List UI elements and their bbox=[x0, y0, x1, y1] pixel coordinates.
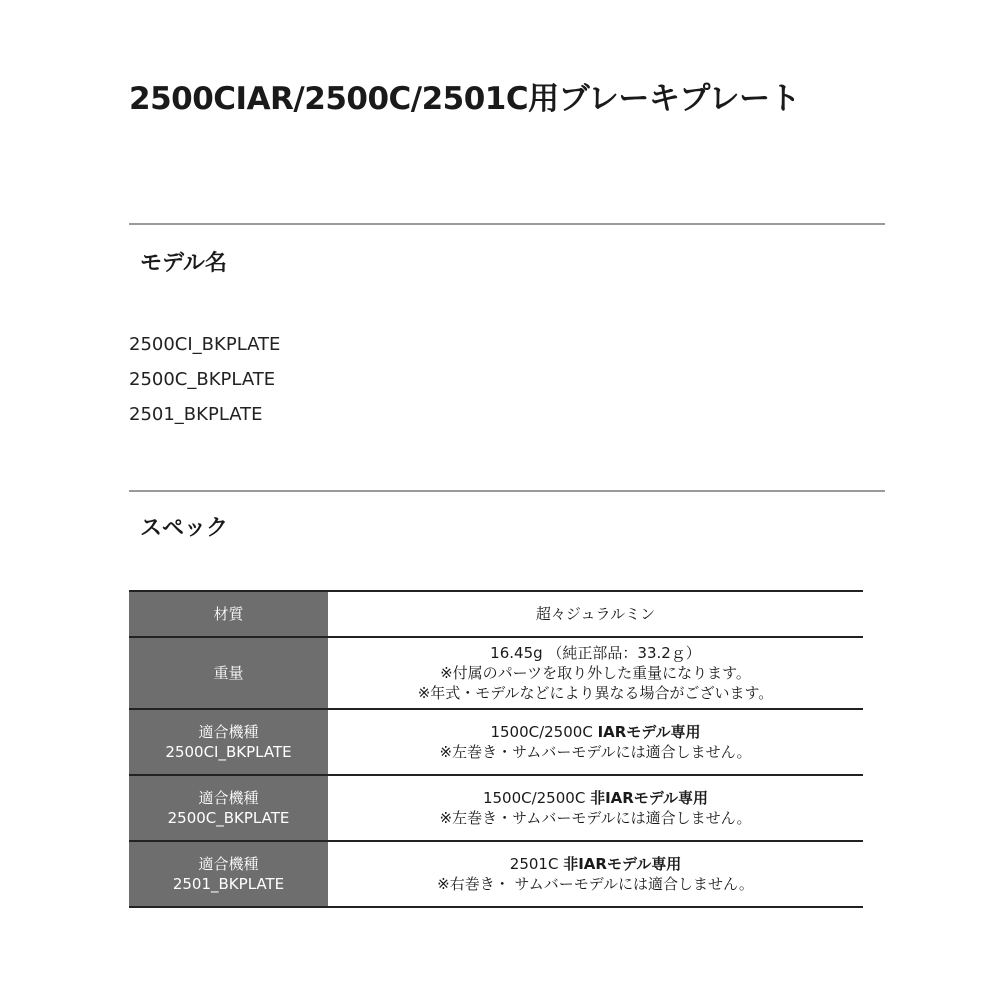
model-name-item: 2500C_BKPLATE bbox=[129, 369, 276, 390]
spec-row-weight bbox=[129, 637, 863, 709]
spec-value bbox=[328, 591, 863, 637]
spec-row-material bbox=[129, 591, 863, 637]
spec-label-line: 適合機種 bbox=[198, 789, 259, 807]
spec-value-text: 1500C/2500C bbox=[482, 789, 591, 807]
spec-value-line bbox=[332, 722, 859, 742]
spec-label-line: 適合機種 bbox=[198, 855, 259, 873]
spec-label-line: 重量 bbox=[213, 664, 244, 682]
spec-value-line bbox=[332, 874, 859, 894]
spec-value-text: ※付属のパーツを取り外した重量になります。 bbox=[440, 664, 751, 682]
spec-value-text: ※年式・モデルなどにより異なる場合がございます。 bbox=[417, 684, 774, 702]
spec-value-line bbox=[332, 663, 859, 683]
spec-label bbox=[129, 709, 328, 775]
model-list bbox=[129, 327, 280, 432]
spec-value bbox=[328, 775, 863, 841]
spec-value-text: ※右巻き・ サムバーモデルには適合しません。 bbox=[437, 875, 754, 893]
spec-label-line: 2500CI_BKPLATE bbox=[165, 743, 292, 761]
spec-value-text: 16.45g （純正部品：33.2ｇ） bbox=[490, 644, 701, 662]
spec-value bbox=[328, 637, 863, 709]
model-section-heading: モデル名 bbox=[140, 251, 227, 276]
spec-label bbox=[129, 591, 328, 637]
spec-label bbox=[129, 775, 328, 841]
spec-value-emphasis: IARモデル専用 bbox=[597, 723, 701, 741]
spec-value-text: 超々ジュラルミン bbox=[535, 605, 656, 623]
spec-label-line: 適合機種 bbox=[198, 723, 259, 741]
spec-value-text: 2501C bbox=[509, 855, 564, 873]
spec-value-emphasis: 非IARモデル専用 bbox=[563, 855, 682, 873]
spec-value-line bbox=[332, 788, 859, 808]
spec-value-line bbox=[332, 742, 859, 762]
spec-value bbox=[328, 841, 863, 907]
spec-label-line: 材質 bbox=[213, 605, 244, 623]
spec-row-compat-2500ci bbox=[129, 709, 863, 775]
spec-value-line bbox=[332, 643, 859, 663]
section-divider bbox=[129, 490, 885, 492]
spec-row-compat-2501 bbox=[129, 841, 863, 907]
model-name-item: 2500CI_BKPLATE bbox=[129, 334, 281, 355]
spec-value-emphasis: 非IARモデル専用 bbox=[590, 789, 709, 807]
page-title: 2500CIAR/2500C/2501C用ブレーキプレート bbox=[129, 81, 801, 117]
spec-value-text: 1500C/2500C bbox=[490, 723, 598, 741]
spec-table bbox=[129, 590, 863, 908]
spec-value-text: ※左巻き・サムバーモデルには適合しません。 bbox=[439, 809, 752, 827]
spec-label bbox=[129, 637, 328, 709]
spec-label-line: 2500C_BKPLATE bbox=[167, 809, 290, 827]
spec-value-line bbox=[332, 683, 859, 703]
spec-label-line: 2501_BKPLATE bbox=[172, 875, 285, 893]
model-name-item: 2501_BKPLATE bbox=[129, 404, 263, 425]
spec-section-heading: スペック bbox=[140, 516, 229, 541]
spec-label bbox=[129, 841, 328, 907]
section-divider bbox=[129, 223, 885, 225]
spec-value-text: ※左巻き・サムバーモデルには適合しません。 bbox=[439, 743, 752, 761]
spec-value-line bbox=[332, 604, 859, 624]
spec-value-line bbox=[332, 808, 859, 828]
spec-value bbox=[328, 709, 863, 775]
spec-value-line bbox=[332, 854, 859, 874]
spec-row-compat-2500c bbox=[129, 775, 863, 841]
